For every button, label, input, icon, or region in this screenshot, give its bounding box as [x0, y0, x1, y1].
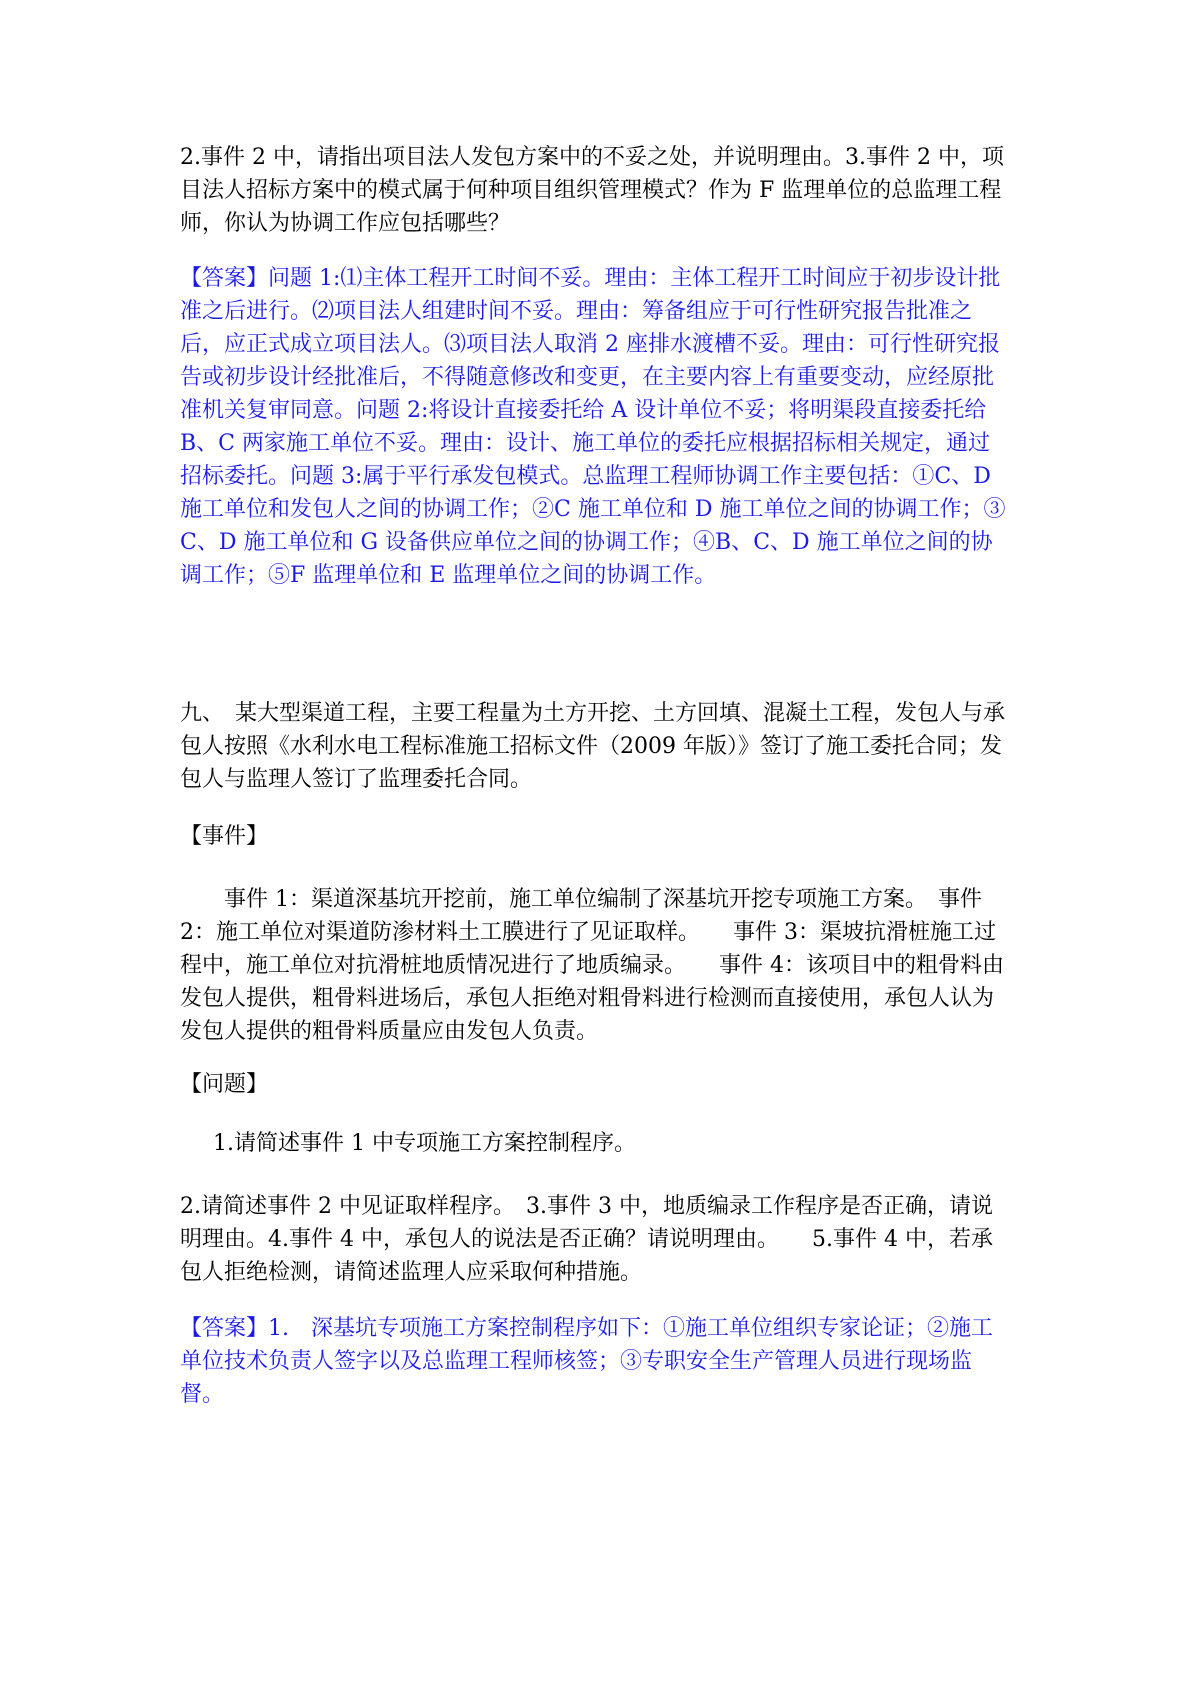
- questions-heading: 【问题】: [180, 1072, 269, 1097]
- section-9-intro-paragraph: 九、 某大型渠道工程，主要工程量为土方开挖、土方回填、混凝土工程，发包人与承包人按照《水利水电工程标准施工招标文件（2009 年版）》签订了施工委托合同；发包人与监理人签订了监理委托合同。: [180, 701, 1006, 792]
- questions-2-5-paragraph: 2.请简述事件 2 中见证取样程序。 3.事件 3 中，地质编录工作程序是否正确，请说明理由。4.事件 4 中，承包人的说法是否正确？请说明理由。 5.事件 4 中，若承包人拒绝检测，请简述监理人应采取何种措施。: [180, 1194, 993, 1285]
- answer-paragraph-section-9: 【答案】1. 深基坑专项施工方案控制程序如下：①施工单位组织专家论证；②施工单位技术负责人签字以及总监理工程师核签；③专职安全生产管理人员进行现场监督。: [180, 1316, 993, 1407]
- question-1-paragraph: 1.请简述事件 1 中专项施工方案控制程序。: [213, 1131, 636, 1156]
- questions-2-3-paragraph: 2.事件 2 中，请指出项目法人发包方案中的不妥之处，并说明理由。3.事件 2 中，项目法人招标方案中的模式属于何种项目组织管理模式？作为 F 监理单位的总监理工程师，你认为协调工作应包括哪些？: [180, 145, 1004, 236]
- events-heading: 【事件】: [180, 824, 269, 849]
- events-paragraph: 事件 1：渠道深基坑开挖前，施工单位编制了深基坑开挖专项施工方案。 事件 2：施工单位对渠道防渗材料土工膜进行了见证取样。 事件 3：渠坡抗滑桩施工过程中，施工单位对抗滑桩地质情况进行了地质编录。 事件 4：该项目中的粗骨料由发包人提供，粗骨料进场后，承包人拒绝对粗骨料进行检测而直接使用，承包人认为发包人提供的粗骨料质量应由发包人负责。: [180, 887, 1004, 1044]
- answer-paragraph-section-8: 【答案】问题 1:⑴主体工程开工时间不妥。理由：主体工程开工时间应于初步设计批准之后进行。⑵项目法人组建时间不妥。理由：筹备组应于可行性研究报告批准之后，应正式成立项目法人。⑶项目法人取消 2 座排水渡槽不妥。理由：可行性研究报告或初步设计经批准后，不得随意修改和变更，在主要内容上有重要变动，应经原批准机关复审同意。问题 2:将设计直接委托给 A 设计单位不妥；将明渠段直接委托给 B、C 两家施工单位不妥。理由：设计、施工单位的委托应根据招标相关规定，通过招标委托。问题 3:属于平行承发包模式。总监理工程师协调工作主要包括：①C、D 施工单位和发包人之间的协调工作；②C 施工单位和 D 施工单位之间的协调工作；③C、D 施工单位和 G 设备供应单位之间的协调工作；④B、C、D 施工单位之间的协调工作；⑤F 监理单位和 E 监理单位之间的协调工作。: [180, 266, 1006, 588]
